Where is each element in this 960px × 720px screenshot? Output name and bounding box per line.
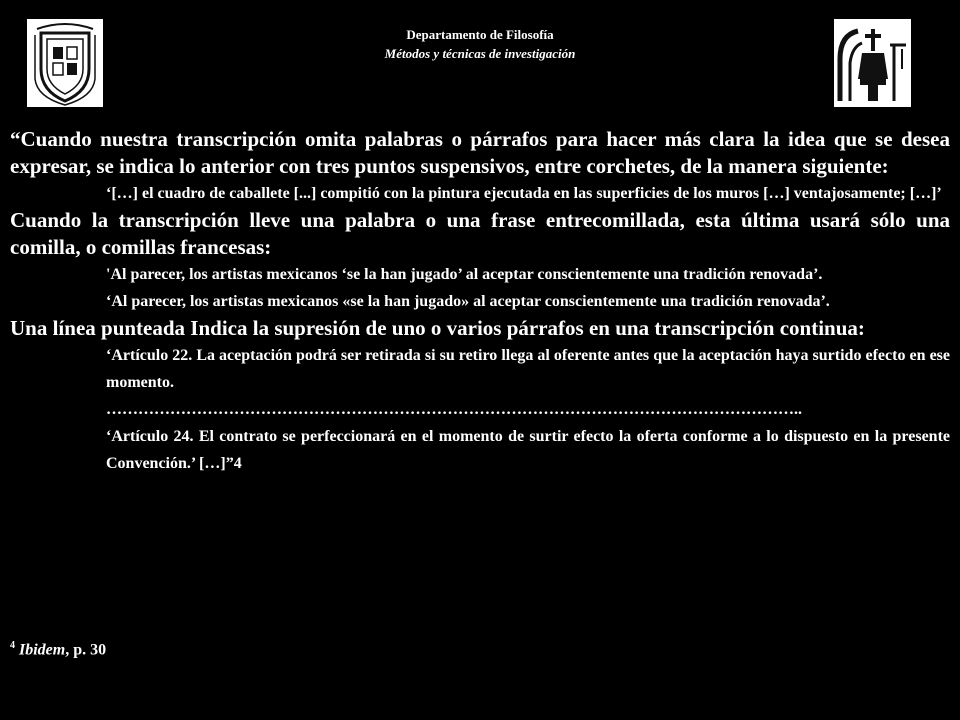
course-title: Métodos y técnicas de investigación [384,46,576,61]
quote-example-2: 'Al parecer, los artistas mexicanos ‘se la han jugado’ al aceptar conscientemente una tradición renovada’. [106,266,823,283]
page-header [0,25,960,63]
quote-article-24: ‘Artículo 24. El contrato se perfeccionará en el momento de surtir efecto la oferta conforme a lo dispuesto en la presente Convención.’ […]”4 [106,428,950,472]
footnote [10,640,106,659]
quote-example-1: ‘[…] el cuadro de caballete [...] compitió con la pintura ejecutada en las superficies de los muros […] ventajosamente; […]’ [106,185,942,202]
footnote-number: 4 [10,640,15,651]
paragraph-quotation-marks: Cuando la transcripción lleve una palabra o una frase entrecomillada, esta última usará sólo una comilla, o comillas francesas: [10,208,950,259]
quote-example-3: ‘Al parecer, los artistas mexicanos «se la han jugado» al aceptar conscientemente una tradición renovada’. [106,293,830,310]
dotted-line: ………………………………………………………………………………………………………………….. [106,401,802,418]
footnote-page: , p. 30 [65,641,107,659]
main-content [10,126,950,477]
footnote-ibid: Ibidem [19,641,66,659]
university-seal-icon [27,19,103,107]
quote-article-22: ‘Artículo 22. La aceptación podrá ser retirada si su retiro llega al oferente antes que la aceptación haya surtido efecto en ese momento. [106,347,950,391]
paragraph-omission: “Cuando nuestra transcripción omita palabras o párrafos para hacer más clara la idea que se desea expresar, se indica lo anterior con tres puntos suspensivos, entre corchetes, de la manera siguiente: [10,127,950,178]
department-title: Departamento de Filosofía [406,27,554,42]
paragraph-dotted-line: Una línea punteada Indica la supresión de uno o varios párrafos en una transcripción continua: [10,316,865,340]
arches-and-cross-icon [834,19,911,107]
